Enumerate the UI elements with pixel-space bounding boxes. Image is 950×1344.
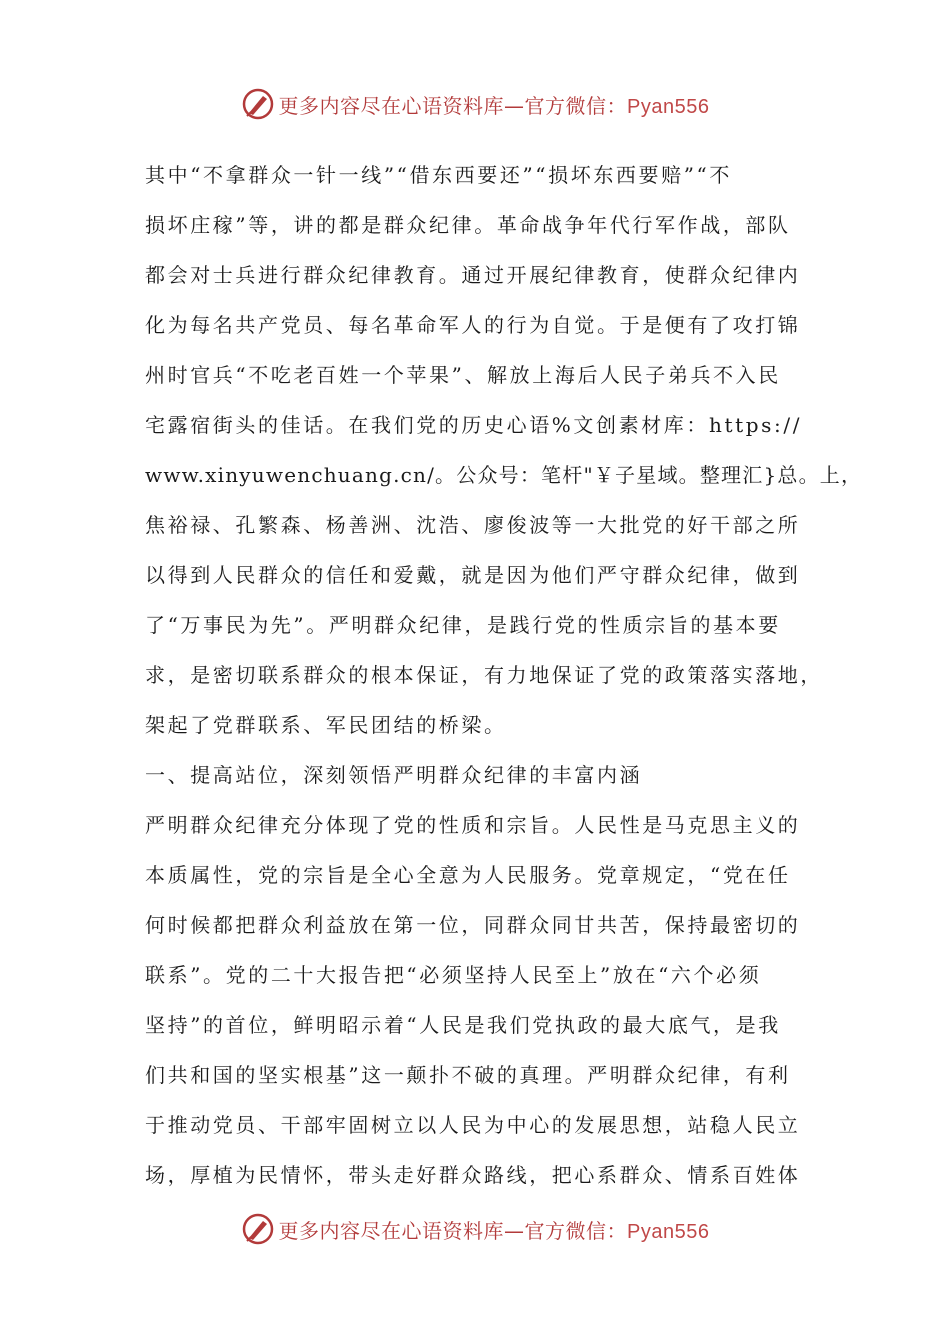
body-line: 联系”。党的二十大报告把“必须坚持人民至上”放在“六个必须	[145, 963, 762, 987]
body-line: 坚持”的首位，鲜明昭示着“人民是我们党执政的最大底气，是我	[145, 1013, 781, 1037]
body-line: 宅露宿街头的佳话。在我们党的历史心语%文创素材库：https://	[145, 413, 803, 437]
footer-banner	[0, 1209, 950, 1249]
body-line: 以得到人民群众的信任和爱戴，就是因为他们严守群众纪律，做到	[145, 563, 801, 587]
body-line: 其中“不拿群众一针一线”“借东西要还”“损坏东西要赔”“不	[145, 163, 732, 187]
body-line: 场，厚植为民情怀，带头走好群众路线，把心系群众、情系百姓体	[145, 1163, 801, 1187]
body-line: 们共和国的坚实根基”这一颠扑不破的真理。严明群众纪律，有利	[145, 1063, 791, 1087]
header-brand-text: 更多内容尽在心语资料库—官方微信：Pyan556	[278, 93, 710, 118]
body-line: 州时官兵“不吃老百姓一个苹果”、解放上海后人民子弟兵不入民	[145, 363, 781, 387]
document-body	[145, 150, 863, 1200]
header-banner	[0, 84, 950, 124]
pen-circle-logo-icon	[241, 1212, 275, 1246]
body-line: www.xinyuwenchuang.cn/。公众号：笔杆"￥子星域。整理汇}总。上，	[145, 463, 863, 487]
header-wechat-id: Pyan556	[627, 95, 710, 118]
pen-circle-logo-icon	[241, 87, 275, 121]
body-line: 了“万事民为先”。严明群众纪律，是践行党的性质宗旨的基本要	[145, 613, 781, 637]
body-line: 于推动党员、干部牢固树立以人民为中心的发展思想，站稳人民立	[145, 1113, 801, 1137]
body-line: 焦裕禄、孔繁森、杨善洲、沈浩、廖俊波等一大批党的好干部之所	[145, 513, 801, 537]
section-heading: 一、提高站位，深刻领悟严明群众纪律的丰富内涵	[145, 763, 643, 787]
footer-brand-text: 更多内容尽在心语资料库—官方微信：Pyan556	[278, 1218, 710, 1243]
body-line: 化为每名共产党员、每名革命军人的行为自觉。于是便有了攻打锦	[145, 313, 801, 337]
body-line: 本质属性，党的宗旨是全心全意为人民服务。党章规定，“党在任	[145, 863, 791, 887]
footer-wechat-id: Pyan556	[627, 1220, 710, 1243]
body-line: 何时候都把群众利益放在第一位，同群众同甘共苦，保持最密切的	[145, 913, 801, 937]
body-line: 求，是密切联系群众的根本保证，有力地保证了党的政策落实落地，	[145, 663, 823, 687]
body-line: 都会对士兵进行群众纪律教育。通过开展纪律教育，使群众纪律内	[145, 263, 801, 287]
body-line: 损坏庄稼”等，讲的都是群众纪律。革命战争年代行军作战，部队	[145, 213, 791, 237]
body-line: 架起了党群联系、军民团结的桥梁。	[145, 713, 507, 737]
body-line: 严明群众纪律充分体现了党的性质和宗旨。人民性是马克思主义的	[145, 813, 801, 837]
